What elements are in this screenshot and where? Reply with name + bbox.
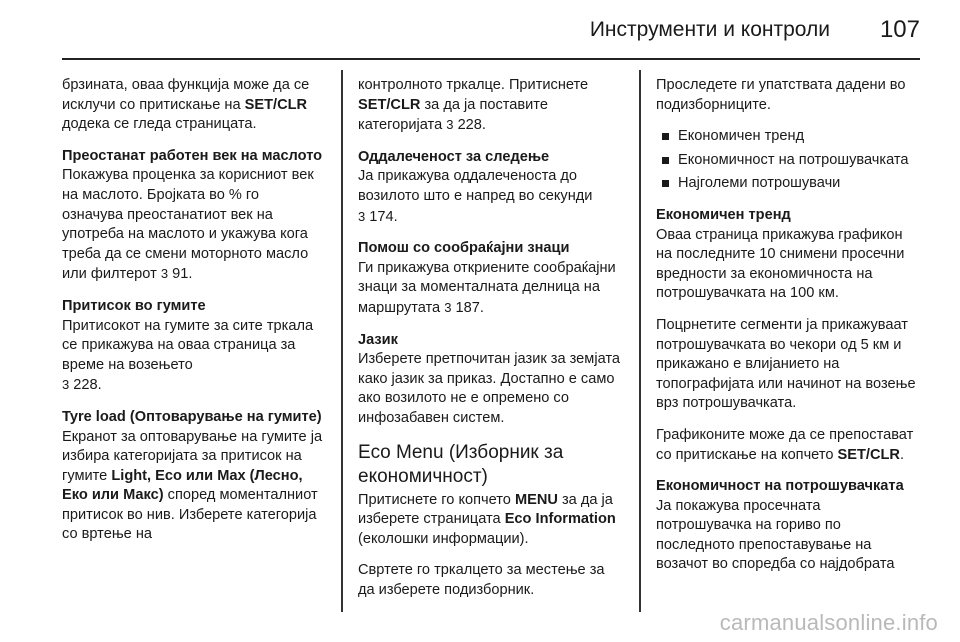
page-reference-icon: 3 xyxy=(446,117,454,133)
following-distance-section xyxy=(358,148,620,227)
page-reference-icon: 3 xyxy=(62,377,70,393)
oil-life-heading: Преостанат работен век на маслото xyxy=(62,147,323,164)
tyre-load-section xyxy=(62,408,324,545)
economy-trend-text-3: Графиконите може да се препостават со притискање на копчето SET/CLR. xyxy=(656,426,914,463)
column-2 xyxy=(358,76,620,612)
economy-trend-heading: Економичен тренд xyxy=(656,206,791,223)
following-distance-text: Ја прикажува оддалеченоста до возилото што е напред во секунди 3 174. xyxy=(358,168,593,225)
oil-life-section xyxy=(62,147,324,285)
tire-pressure-text: Притисокот на гумите за сите тркала се прикажува на оваа страница за време на возењето 3 228. xyxy=(62,317,314,394)
following-distance-heading: Оддалеченост за следење xyxy=(358,148,550,165)
consumption-economy-text: Ја покажува просечната потрошувачка на гориво по последното препоставување на возачот во споредба со најдобрата xyxy=(656,497,895,573)
chapter-title: Инструменти и контроли xyxy=(589,18,830,41)
economy-trend-text: Оваа страница прикажува графикон на последните 10 снимени просечни вредности за економичноста на потрошувачката на 100 км. xyxy=(656,226,905,302)
traffic-sign-text: Ги прикажува откриените сообраќајни знаци за моменталната делница на маршрутата 3 187. xyxy=(358,259,616,316)
column-3 xyxy=(656,76,918,587)
tyre-load-continued: контролното тркалце. Притиснете SET/CLR за да ја поставите категоријата 3 228. xyxy=(358,77,589,134)
page-reference-icon: 3 xyxy=(358,208,366,224)
eco-menu-text-2: Свртете го тркалцето за местење за да изберете подизборник. xyxy=(358,562,605,598)
eco-menu-text: Притиснете го копчето MENU за да ја изберете страницата Eco Information (еколошки информации). xyxy=(358,491,616,547)
list-item: Најголеми потрошувачи xyxy=(656,174,918,194)
eco-menu-section xyxy=(358,441,620,601)
consumption-economy-section xyxy=(656,477,918,575)
follow-instructions-text: Проследете ги упатствата дадени во подизборниците. xyxy=(656,77,906,113)
eco-menu-heading: Eco Menu (Изборник за економичност) xyxy=(358,441,564,487)
tyre-load-heading: Tyre load (Оптоварување на гумите) xyxy=(62,408,322,425)
tire-pressure-section xyxy=(62,297,324,396)
traffic-sign-section xyxy=(358,239,620,318)
economy-trend-text-2: Поцрнетите сегменти ја прикажуваат потрошувачката во чекори од 5 км и прикажано е влијанието на топографијата или начинот на возење врз потрошувачката. xyxy=(656,316,916,412)
page-header xyxy=(0,0,960,58)
intro-paragraph: брзината, оваа функција може да се исклучи со притискање на SET/CLR додека се гледа страницата. xyxy=(62,77,310,133)
header-rule xyxy=(62,58,920,60)
tyre-load-text: Екранот за оптоварување на гумите ја избира категоријата за притисок на гумите Light, Eco или Max (Лесно, Еко или Макс) според моменталниот притисок во нив. Изберете категорија со вртење на xyxy=(62,428,323,543)
language-heading: Јазик xyxy=(358,331,398,348)
language-section xyxy=(358,331,620,429)
consumption-economy-heading: Економичност на потрошувачката xyxy=(656,478,904,495)
watermark: carmanualsonline.info xyxy=(719,610,938,635)
submenu-list xyxy=(656,127,918,194)
page-reference-icon: 3 xyxy=(160,266,169,282)
traffic-sign-heading: Помош со сообраќајни знаци xyxy=(358,240,570,257)
language-text: Изберете претпочитан јазик за земјата како јазик за приказ. Достапно е само ако возилото не е опремено со инфозабавен систем. xyxy=(358,351,620,426)
list-item: Економичност на потрошувачката xyxy=(656,151,918,171)
column-divider-2 xyxy=(639,70,641,612)
page-number: 107 xyxy=(879,16,920,43)
tire-pressure-heading: Притисок во гумите xyxy=(62,297,206,314)
column-divider-1 xyxy=(341,70,343,612)
economy-trend-section xyxy=(656,206,918,465)
page-reference-icon: 3 xyxy=(444,299,452,315)
column-1 xyxy=(62,76,324,557)
oil-life-text: Покажува проценка за корисниот век на маслото. Бројката во % го означува преостанатиот век на употреба на маслото и укажува кога треба да се смени моторното масло или филтерот 3 91. xyxy=(62,167,314,283)
list-item: Економичен тренд xyxy=(656,127,918,147)
